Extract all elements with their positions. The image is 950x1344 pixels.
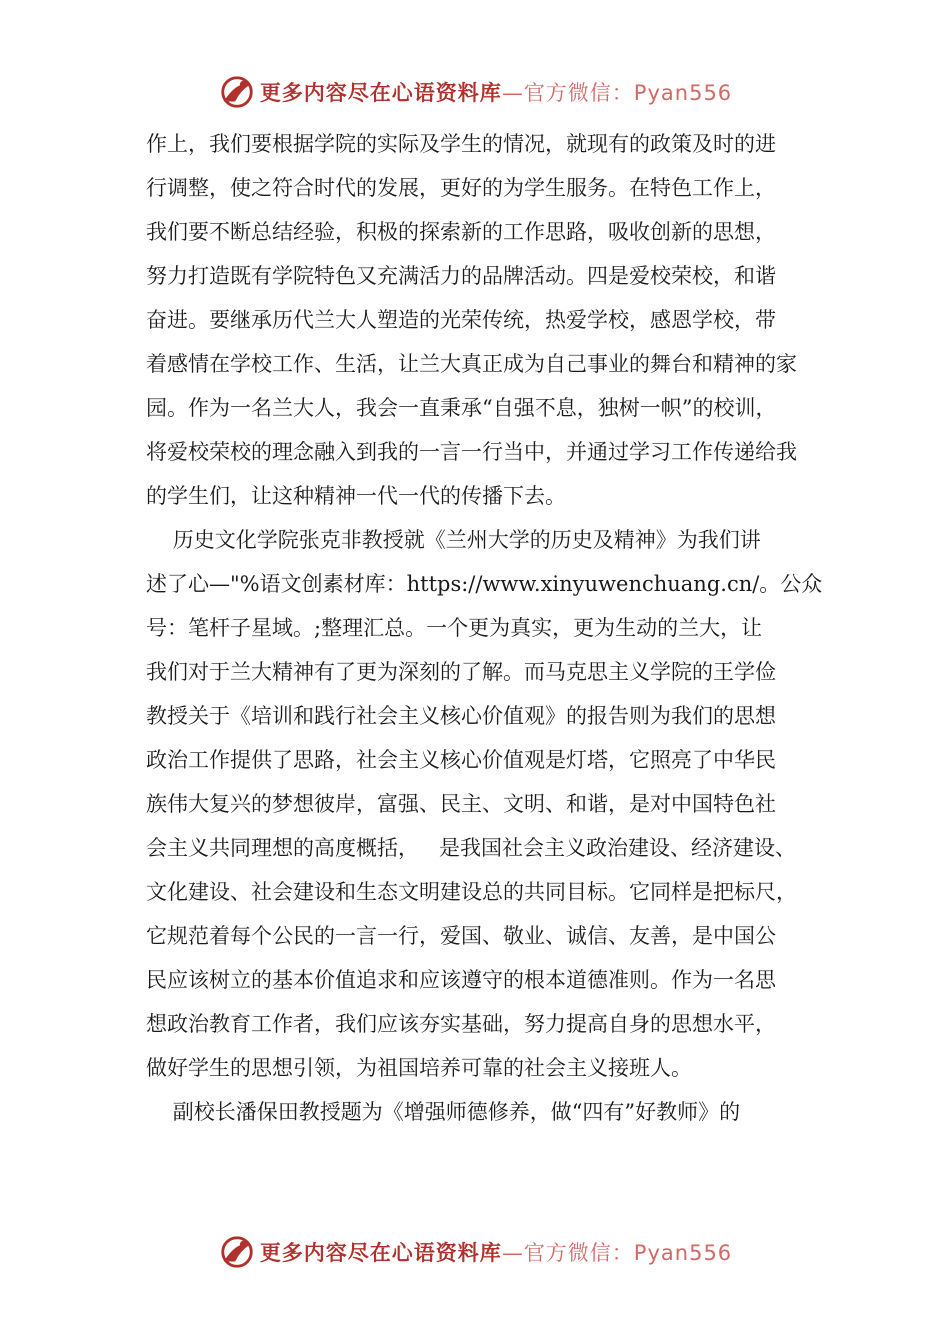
banner-tail: —官方微信：Pyan556 [501, 81, 733, 105]
brand-logo-icon [218, 73, 256, 111]
banner-lead: 更多内容尽在心语资料库 [259, 1241, 502, 1265]
text-line: 族伟大复兴的梦想彼岸，富强、民主、文明、和谐，是对中国特色社 [146, 792, 776, 816]
footer-banner [0, 1230, 950, 1274]
text-line: 民应该树立的基本价值追求和应该遵守的根本道德准则。作为一名思 [146, 968, 776, 992]
text-line: 的学生们，让这种精神一代一代的传播下去。 [146, 484, 566, 508]
text-line: 努力打造既有学院特色又充满活力的品牌活动。四是爱校荣校，和谐 [146, 264, 776, 288]
text-line: 着感情在学校工作、生活，让兰大真正成为自己事业的舞台和精神的家 [146, 352, 797, 376]
banner-lead: 更多内容尽在心语资料库 [259, 81, 502, 105]
text-line: 副校长潘保田教授题为《增强师德修养，做“四有”好教师》的 [146, 1100, 741, 1124]
banner-tail: —官方微信：Pyan556 [501, 1241, 733, 1265]
text-line: 我们对于兰大精神有了更为深刻的了解。而马克思主义学院的王学俭 [146, 660, 776, 684]
text-line: 园。作为一名兰大人，我会一直秉承“自强不息，独树一帜”的校训， [146, 396, 777, 420]
text-line: 政治工作提供了思路，社会主义核心价值观是灯塔，它照亮了中华民 [146, 748, 776, 772]
text-line: 述了心—"%语文创素材库：https://www.xinyuwenchuang.cn/。公众 [146, 572, 823, 596]
text-line: 作上，我们要根据学院的实际及学生的情况，就现有的政策及时的进 [146, 132, 776, 156]
text-line: 会主义共同理想的高度概括， 是我国社会主义政治建设、经济建设、 [146, 836, 797, 860]
banner-text [260, 77, 732, 107]
text-line: 将爱校荣校的理念融入到我的一言一行当中，并通过学习工作传递给我 [146, 440, 797, 464]
header-banner [0, 70, 950, 114]
text-line: 做好学生的思想引领，为祖国培养可靠的社会主义接班人。 [146, 1056, 692, 1080]
text-line: 我们要不断总结经验，积极的探索新的工作思路，吸收创新的思想， [146, 220, 776, 244]
text-line: 想政治教育工作者，我们应该夯实基础，努力提高自身的思想水平， [146, 1012, 776, 1036]
text-line: 奋进。要继承历代兰大人塑造的光荣传统，热爱学校，感恩学校，带 [146, 308, 776, 332]
text-line: 历史文化学院张克非教授就《兰州大学的历史及精神》为我们讲 [146, 528, 761, 552]
text-line: 号：笔杆子星域。;整理汇总。一个更为真实，更为生动的兰大，让 [146, 616, 763, 640]
document-body [146, 122, 836, 1134]
text-line: 它规范着每个公民的一言一行，爱国、敬业、诚信、友善，是中国公 [146, 924, 776, 948]
brand-logo-icon [218, 1233, 256, 1271]
text-line: 教授关于《培训和践行社会主义核心价值观》的报告则为我们的思想 [146, 704, 776, 728]
text-line: 文化建设、社会建设和生态文明建设总的共同目标。它同样是把标尺， [146, 880, 797, 904]
banner-text [260, 1237, 732, 1267]
text-line: 行调整，使之符合时代的发展，更好的为学生服务。在特色工作上， [146, 176, 776, 200]
